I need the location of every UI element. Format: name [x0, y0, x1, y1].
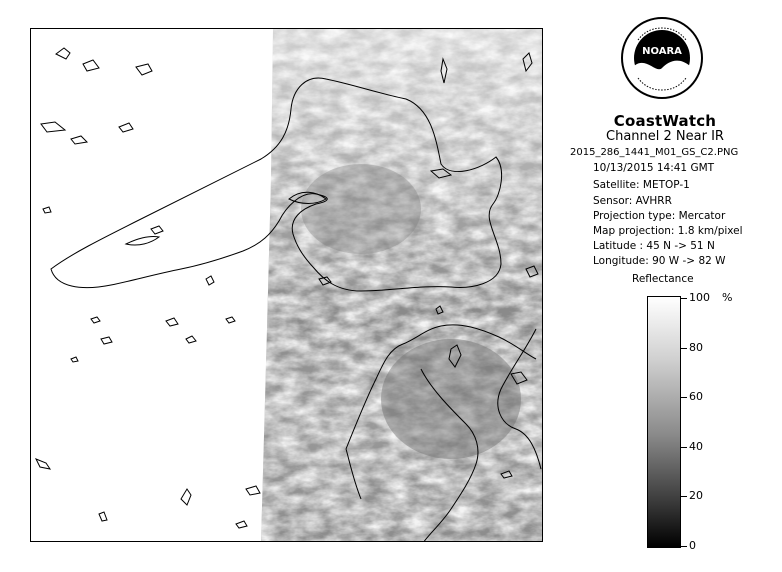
colorbar-tick — [681, 348, 687, 349]
satellite-info: Satellite: METOP-1 — [593, 179, 690, 191]
colorbar-tick — [681, 298, 687, 299]
channel-label: Channel 2 Near IR — [606, 129, 724, 144]
noaa-logo — [620, 16, 704, 100]
colorbar-tick — [681, 546, 687, 547]
satellite-map[interactable] — [30, 28, 543, 542]
colorbar-unit: % — [722, 291, 733, 304]
colorbar-tick-label: 100 — [689, 291, 710, 304]
imagery-swath — [261, 29, 543, 542]
colorbar-tick — [681, 397, 687, 398]
map-projection: Map projection: 1.8 km/pixel — [593, 225, 743, 237]
latitude-range: Latitude : 45 N -> 51 N — [593, 240, 715, 252]
longitude-range: Longitude: 90 W -> 82 W — [593, 255, 726, 267]
brand-title: CoastWatch — [613, 112, 717, 130]
colorbar-title: Reflectance — [632, 273, 694, 285]
colorbar-tick-label: 80 — [689, 340, 703, 354]
reflectance-colorbar — [647, 296, 681, 548]
colorbar-tick-label: 0 — [689, 539, 696, 552]
filename: 2015_286_1441_M01_GS_C2.PNG — [570, 147, 739, 158]
projection-type: Projection type: Mercator — [593, 210, 726, 222]
colorbar-tick-label: 40 — [689, 439, 703, 453]
isle-royale — [126, 236, 159, 245]
logo-text: NOARA — [642, 46, 682, 57]
map-canvas — [31, 29, 543, 542]
colorbar-tick-label: 20 — [689, 489, 703, 503]
colorbar-tick — [681, 496, 687, 497]
colorbar-tick-label: 60 — [689, 390, 703, 404]
colorbar-tick — [681, 447, 687, 448]
datetime: 10/13/2015 14:41 GMT — [593, 162, 715, 174]
sensor-info: Sensor: AVHRR — [593, 195, 672, 207]
